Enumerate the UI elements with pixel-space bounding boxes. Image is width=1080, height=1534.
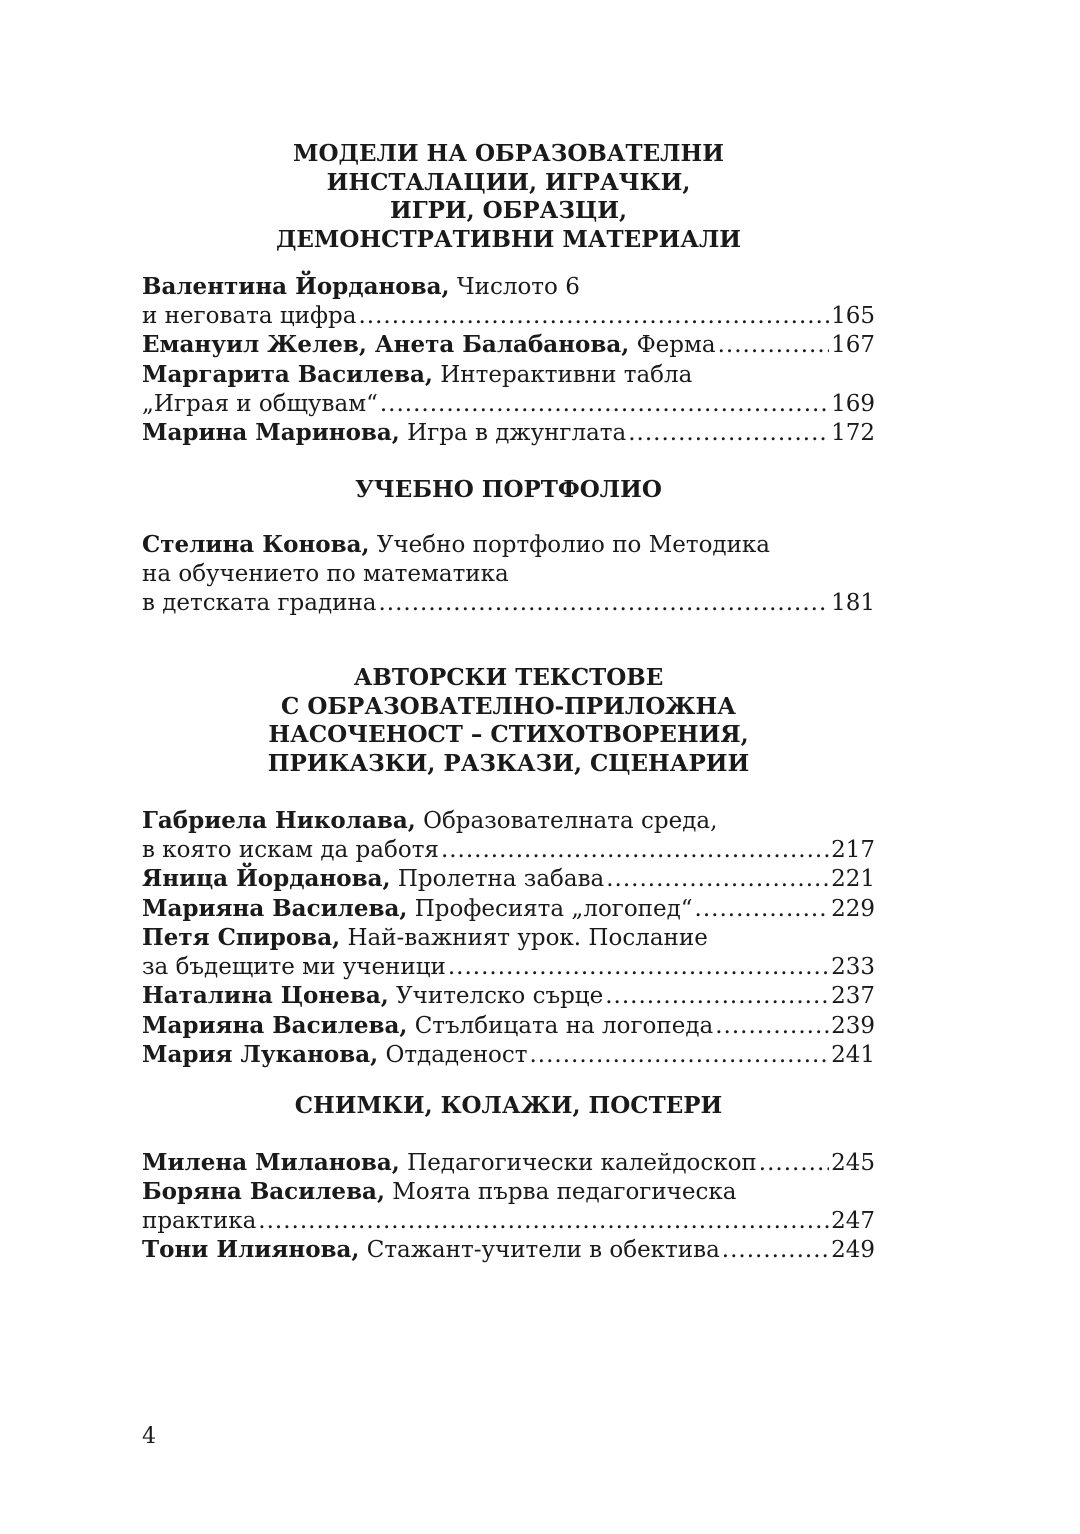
- section-title: [142, 140, 875, 254]
- entry-page-number: 221: [831, 866, 875, 892]
- dot-leader: [715, 1011, 829, 1041]
- dot-leader: [358, 301, 829, 331]
- entry-title-continued: в която искам да работя: [142, 837, 439, 863]
- section-title: [142, 664, 875, 778]
- dot-leader: [695, 894, 830, 924]
- entry-page-number: 233: [831, 954, 875, 980]
- entry-author: Габриела Николава,: [142, 807, 416, 834]
- entry-title: Ферма: [636, 332, 716, 358]
- entry-title-continued: практика: [142, 1208, 257, 1234]
- entry-author: Наталина Цонева,: [142, 982, 389, 1009]
- toc-entry: [142, 981, 875, 1011]
- toc-entry-continued: [142, 559, 875, 589]
- dot-leader: [605, 981, 829, 1011]
- entry-page-number: 237: [831, 983, 875, 1009]
- entry-title: Моята първа педагогическа: [392, 1179, 737, 1205]
- entry-page-number: 217: [831, 837, 875, 863]
- entry-page-number: 245: [831, 1150, 875, 1176]
- toc-entry: [142, 360, 875, 390]
- entry-author: Маргарита Василева,: [142, 361, 433, 388]
- toc-entry-continued: [142, 952, 875, 982]
- toc-entry: [142, 1177, 875, 1207]
- toc-entry: [142, 530, 875, 560]
- toc-entry-continued: [142, 301, 875, 331]
- toc-entry: [142, 1040, 875, 1070]
- entry-title-continued: на обучението по математика: [142, 561, 509, 587]
- entry-title: Педагогически калейдоскоп: [407, 1150, 757, 1176]
- section-title-line: ИНСТАЛАЦИИ, ИГРАЧКИ,: [326, 168, 691, 196]
- dot-leader: [441, 835, 829, 865]
- dot-leader: [258, 1206, 829, 1236]
- page-number: 4: [142, 1424, 156, 1449]
- entry-author: Валентина Йорданова,: [142, 273, 450, 300]
- entry-page-number: 172: [831, 420, 875, 446]
- entry-title: Образователната среда,: [423, 808, 718, 834]
- entry-author: Марияна Василева,: [142, 1012, 408, 1039]
- section-title-line: НАСОЧЕНОСТ – СТИХОТВОРЕНИЯ,: [268, 721, 749, 748]
- entry-author: Емануил Желев, Анета Балабанова,: [142, 331, 630, 358]
- entry-author: Милена Миланова,: [142, 1149, 400, 1176]
- entry-title-continued: и неговата цифра: [142, 303, 357, 329]
- section-title-line: ПРИКАЗКИ, РАЗКАЗИ, СЦЕНАРИИ: [267, 749, 750, 777]
- entry-title: Професията „логопед“: [414, 896, 693, 922]
- toc-entry: [142, 272, 875, 302]
- section-title: [142, 1092, 875, 1121]
- dot-leader: [628, 418, 829, 448]
- entry-page-number: 247: [831, 1208, 875, 1234]
- entry-title-continued: в детската градина: [142, 590, 377, 616]
- toc-entry-continued: [142, 588, 875, 618]
- entry-title: Интерактивни табла: [440, 362, 693, 388]
- toc-entry-continued: [142, 1206, 875, 1236]
- entry-author: Тони Илиянова,: [142, 1236, 360, 1263]
- toc-entry: [142, 894, 875, 924]
- toc-entry: [142, 1011, 875, 1041]
- entry-author: Марияна Василева,: [142, 895, 408, 922]
- entry-author: Боряна Василева,: [142, 1178, 385, 1205]
- entry-author: Мария Луканова,: [142, 1041, 379, 1068]
- toc-entry-continued: [142, 835, 875, 865]
- section-title-line: МОДЕЛИ НА ОБРАЗОВАТЕЛНИ: [293, 140, 724, 167]
- dot-leader: [759, 1148, 829, 1178]
- dot-leader: [379, 588, 830, 618]
- toc-entry: [142, 923, 875, 953]
- entry-page-number: 229: [831, 896, 875, 922]
- section-title-line: ИГРИ, ОБРАЗЦИ,: [390, 197, 627, 224]
- section-title-line: УЧЕБНО ПОРТФОЛИО: [355, 476, 662, 503]
- entry-page-number: 239: [831, 1013, 875, 1039]
- entry-page-number: 165: [831, 303, 875, 329]
- section-title-line: ДЕМОНСТРАТИВНИ МАТЕРИАЛИ: [275, 225, 742, 253]
- entry-title: Отдаденост: [385, 1042, 528, 1068]
- entry-title: Най-важният урок. Послание: [347, 925, 708, 951]
- entry-page-number: 241: [831, 1042, 875, 1068]
- entry-page-number: 167: [831, 332, 875, 358]
- dot-leader: [529, 1040, 829, 1070]
- section-title: [142, 476, 875, 505]
- section-title-line: СНИМКИ, КОЛАЖИ, ПОСТЕРИ: [294, 1092, 723, 1119]
- entry-title: Учебно портфолио по Методика: [376, 532, 771, 558]
- entry-title: Учителско сърце: [396, 983, 604, 1009]
- dot-leader: [380, 389, 829, 419]
- entry-author: Петя Спирова,: [142, 924, 341, 951]
- dot-leader: [718, 330, 829, 360]
- entry-page-number: 249: [831, 1237, 875, 1263]
- entry-title: Пролетна забава: [397, 866, 605, 892]
- section-title-line: С ОБРАЗОВАТЕЛНО-ПРИЛОЖНА: [281, 692, 736, 720]
- entry-author: Яница Йорданова,: [142, 865, 391, 892]
- dot-leader: [722, 1235, 829, 1265]
- toc-entry: [142, 330, 875, 360]
- dot-leader: [448, 952, 829, 982]
- entry-title-continued: „Играя и общувам“: [142, 391, 378, 417]
- entry-author: Стелина Конова,: [142, 531, 370, 558]
- toc-entry: [142, 1148, 875, 1178]
- entry-title: Стажант-учители в обектива: [366, 1237, 720, 1263]
- entry-title: Стълбицата на логопеда: [414, 1013, 714, 1039]
- toc-entry: [142, 806, 875, 836]
- entry-author: Марина Маринова,: [142, 419, 400, 446]
- toc-entry-continued: [142, 389, 875, 419]
- toc-entry: [142, 1235, 875, 1265]
- entry-page-number: 181: [831, 590, 875, 616]
- entry-page-number: 169: [831, 391, 875, 417]
- entry-title: Числото 6: [456, 274, 580, 300]
- entry-title-continued: за бъдещите ми ученици: [142, 954, 446, 980]
- toc-entry: [142, 864, 875, 894]
- entry-title: Игра в джунглата: [407, 420, 627, 446]
- dot-leader: [606, 864, 829, 894]
- section-title-line: АВТОРСКИ ТЕКСТОВЕ: [353, 664, 664, 691]
- toc-entry: [142, 418, 875, 448]
